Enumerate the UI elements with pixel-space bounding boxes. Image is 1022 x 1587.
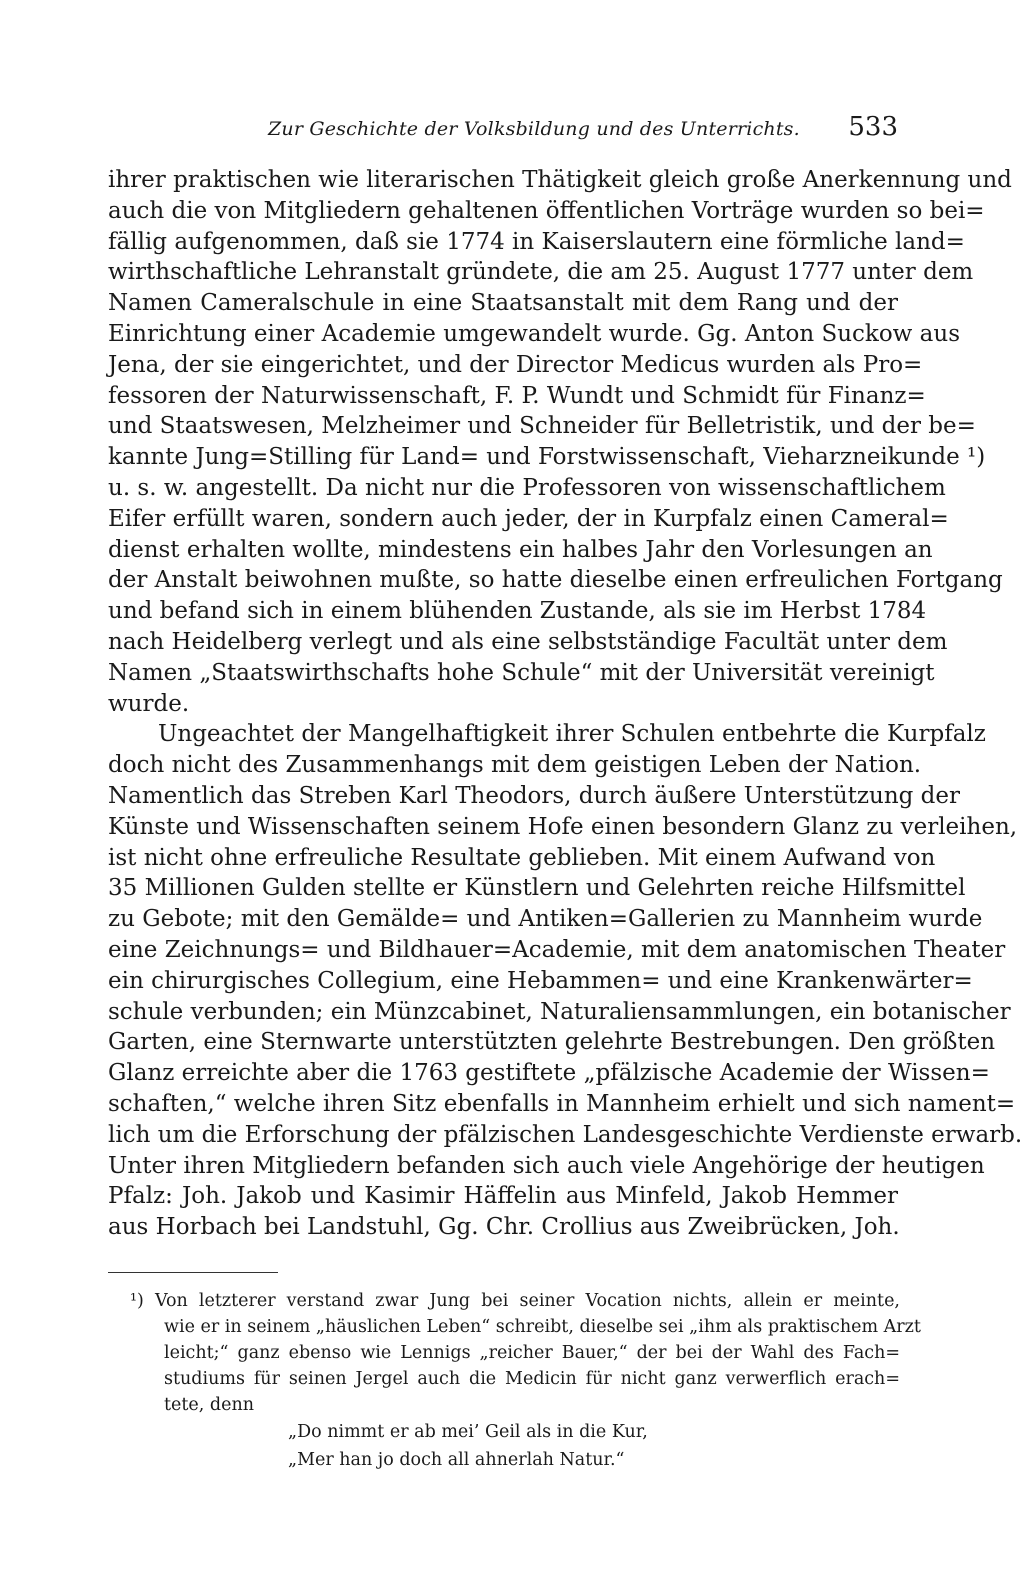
paragraph-start-line: Ungeachtet der Mangelhaftigkeit ihrer Schulen entbehrte die Kurpfalz — [158, 721, 986, 748]
text-line: ihrer praktischen wie literarischen Thätigkeit gleich große Anerkennung und — [108, 167, 1012, 193]
text-line: Eifer erfüllt waren, sondern auch jeder, der in Kurpfalz einen Cameral= — [108, 505, 949, 532]
text-line: auch die von Mitgliedern gehaltenen öffentlichen Vorträge wurden so bei= — [108, 197, 985, 224]
footnote-line: tete, denn — [164, 1395, 255, 1415]
text-line: kannte Jung=Stilling für Land= und Forstwissenschaft, Vieharzneikunde ¹) — [108, 444, 986, 471]
text-line: Jena, der sie eingerichtet, und der Director Medicus wurden als Pro= — [108, 351, 923, 378]
text-line: Garten, eine Sternwarte unterstützten gelehrte Bestrebungen. Den größten — [108, 1029, 996, 1056]
verse-line: „Mer han jo doch all ahnerlah Natur.“ — [288, 1450, 625, 1470]
text-line: Einrichtung einer Academie umgewandelt wurde. Gg. Anton Suckow aus — [108, 320, 961, 347]
text-line: Unter ihren Mitgliedern befanden sich auch viele Angehörige der heutigen — [108, 1152, 985, 1179]
footnote-line: ¹) Von letzterer verstand zwar Jung bei seiner Vocation nichts, allein er meinte, — [130, 1291, 900, 1311]
body-text — [108, 165, 1022, 1243]
footnote-line: wie er in seinem „häuslichen Leben“ schreibt, dieselbe sei „ihm als praktischem Arzt — [164, 1317, 921, 1337]
text-line: dienst erhalten wollte, mindestens ein halbes Jahr den Vorlesungen an — [108, 536, 933, 563]
text-line: zu Gebote; mit den Gemälde= und Antiken=Gallerien zu Mannheim wurde — [108, 906, 983, 933]
text-line: und Staatswesen, Melzheimer und Schneider für Belletristik, und der be= — [108, 413, 976, 440]
text-line: Glanz erreichte aber die 1763 gestiftete „pfälzische Academie der Wissen= — [108, 1060, 990, 1087]
verse-line: „Do nimmt er ab mei’ Geil als in die Kur, — [288, 1422, 648, 1442]
text-line: ein chirurgisches Collegium, eine Hebammen= und eine Krankenwärter= — [108, 967, 973, 994]
text-line: der Anstalt beiwohnen mußte, so hatte dieselbe einen erfreulichen Fortgang — [108, 567, 1003, 594]
text-line: Namen „Staatswirthschafts hohe Schule“ mit der Universität vereinigt — [108, 659, 935, 686]
text-line: aus Horbach bei Landstuhl, Gg. Chr. Crollius aus Zweibrücken, Joh. — [108, 1214, 900, 1241]
footnote-divider — [108, 1272, 278, 1273]
text-line: nach Heidelberg verlegt und als eine selbstständige Facultät unter dem — [108, 628, 948, 655]
text-line: Künste und Wissenschaften seinem Hofe einen besondern Glanz zu verleihen, — [108, 813, 1018, 840]
page-number: 533 — [848, 112, 898, 142]
text-line: eine Zeichnungs= und Bildhauer=Academie, mit dem anatomischen Theater — [108, 936, 1006, 963]
text-line: u. s. w. angestellt. Da nicht nur die Professoren von wissenschaftlichem — [108, 474, 946, 501]
footnote-verse — [288, 1418, 888, 1474]
text-line: Pfalz: Joh. Jakob und Kasimir Häffelin aus Minfeld, Jakob Hemmer — [108, 1183, 898, 1210]
text-line: 35 Millionen Gulden stellte er Künstlern und Gelehrten reiche Hilfsmittel — [108, 875, 966, 902]
text-line: Namen Cameralschule in eine Staatsanstalt mit dem Rang und der — [108, 290, 898, 317]
text-line: lich um die Erforschung der pfälzischen Landesgeschichte Verdienste erwarb. — [108, 1121, 1022, 1148]
footnote-line: studiums für seinen Jergel auch die Medicin für nicht ganz verwerflich erach= — [164, 1369, 900, 1389]
text-line: Namentlich das Streben Karl Theodors, durch äußere Unterstützung der — [108, 782, 961, 809]
text-line: fessoren der Naturwissenschaft, F. P. Wundt und Schmidt für Finanz= — [108, 382, 926, 409]
text-line: ist nicht ohne erfreuliche Resultate geblieben. Mit einem Aufwand von — [108, 844, 936, 871]
text-line: schaften,“ welche ihren Sitz ebenfalls in Mannheim erhielt und sich nament= — [108, 1090, 1016, 1117]
text-line: wurde. — [108, 690, 190, 717]
text-line: wirthschaftliche Lehranstalt gründete, die am 25. August 1777 unter dem — [108, 259, 974, 286]
text-line: schule verbunden; ein Münzcabinet, Naturaliensammlungen, ein botanischer — [108, 998, 1011, 1025]
footnote — [130, 1288, 921, 1418]
text-line: fällig aufgenommen, daß sie 1774 in Kaiserslautern eine förmliche land= — [108, 228, 965, 255]
text-line: doch nicht des Zusammenhangs mit dem geistigen Leben der Nation. — [108, 752, 922, 779]
footnote-line: leicht;“ ganz ebenso wie Lennigs „reicher Bauer,“ der bei der Wahl des Fach= — [164, 1343, 900, 1363]
running-title: Zur Geschichte der Volksbildung und des Unterrichts. — [268, 118, 800, 140]
text-line: und befand sich in einem blühenden Zustande, als sie im Herbst 1784 — [108, 598, 927, 625]
